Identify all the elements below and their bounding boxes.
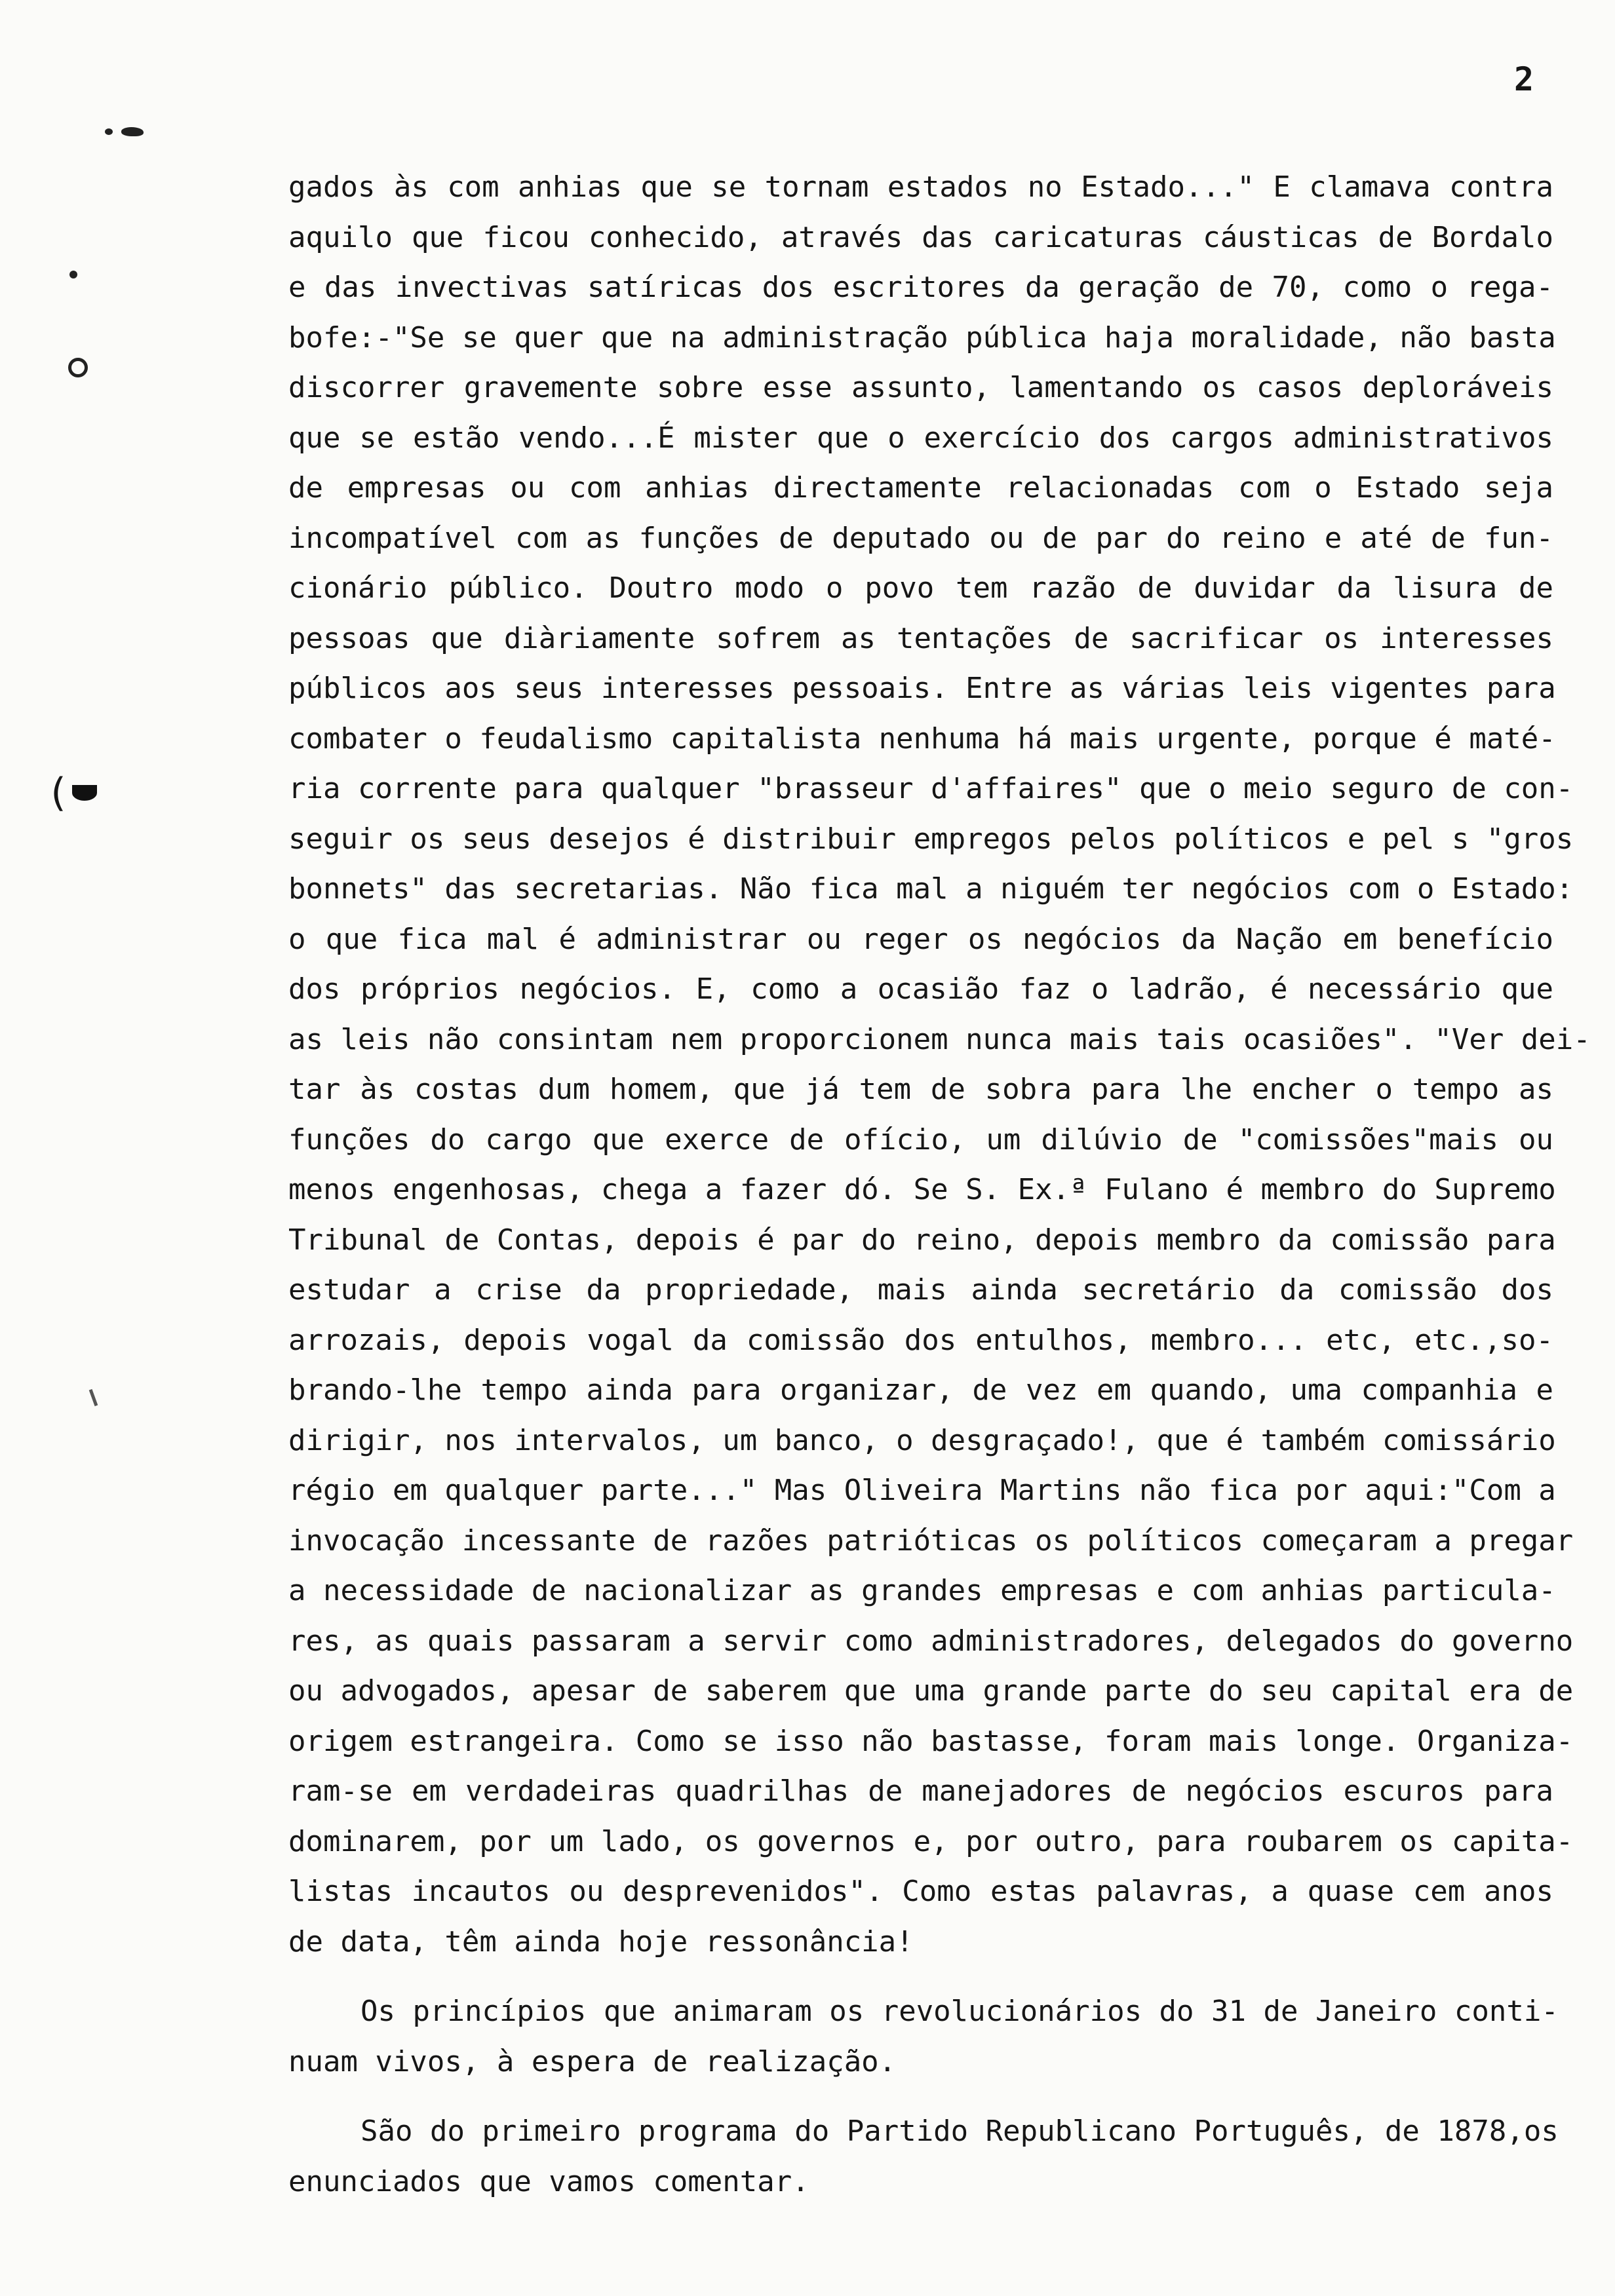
text-line: tar às costas dum homem, que já tem de sobra para lhe encher o tempo as [288, 1073, 1553, 1106]
paragraph-gap [288, 2087, 1553, 2107]
text-line: listas incautos ou desprevenidos". Como estas palavras, a quase cem anos [288, 1875, 1553, 1908]
text-line: cionário público. Doutro modo o povo tem razão de duvidar da lisura de [288, 571, 1553, 605]
text-line: Os princípios que animaram os revolucionários do 31 de Janeiro conti- [360, 1995, 1559, 2028]
text-line: públicos aos seus interesses pessoais. Entre as várias leis vigentes para [288, 672, 1556, 705]
text-line: de data, têm ainda hoje ressonância! [288, 1924, 914, 1959]
margin-bracket-mark: ( [46, 770, 70, 816]
text-line: a necessidade de nacionalizar as grandes empresas e com anhias particula- [288, 1574, 1556, 1607]
text-line: o que fica mal é administrar ou reger os negócios da Nação em benefício [288, 922, 1553, 956]
scan-mark [69, 271, 77, 278]
document-body [288, 163, 1591, 2207]
text-line: estudar a crise da propriedade, mais ainda secretário da comissão dos [288, 1273, 1553, 1307]
text-line: São do primeiro programa do Partido Republicano Português, de 1878,os [360, 2114, 1559, 2148]
text-line: discorrer gravemente sobre esse assunto, lamentando os casos deploráveis [288, 371, 1553, 404]
text-line: incompatível com as funções de deputado ou de par do reino e até de fun- [288, 521, 1553, 555]
text-line: nuam vivos, à espera de realização. [288, 2044, 897, 2078]
paragraph [288, 163, 1591, 1967]
text-line: as leis não consintam nem proporcionem nunca mais tais ocasiões". "Ver dei- [288, 1022, 1591, 1056]
text-line: seguir os seus desejos é distribuir empregos pelos políticos e pel s "gros [288, 822, 1574, 856]
text-line: invocação incessante de razões patrióticas os políticos começaram a pregar [288, 1523, 1574, 1558]
text-line: aquilo que ficou conhecido, através das caricaturas cáusticas de Bordalo [288, 220, 1553, 254]
text-line: combater o feudalismo capitalista nenhuma há mais urgente, porque é maté- [288, 721, 1556, 756]
text-line: ou advogados, apesar de saberem que uma grande parte do seu capital era de [288, 1674, 1574, 1708]
text-line: origem estrangeira. Como se isso não bastasse, foram mais longe. Organiza- [288, 1724, 1574, 1758]
text-line: dominarem, por um lado, os governos e, por outro, para roubarem os capita- [288, 1824, 1574, 1858]
paragraph [288, 2107, 1559, 2207]
scan-mark [89, 1389, 98, 1406]
text-line: enunciados que vamos comentar. [288, 2164, 809, 2198]
text-line: bofe:-"Se se quer que na administração pública haja moralidade, não basta [288, 320, 1556, 354]
text-line: ram-se em verdadeiras quadrilhas de manejadores de negócios escuros para [288, 1774, 1553, 1808]
paragraph [288, 1987, 1559, 2087]
text-line: bonnets" das secretarias. Não fica mal a niguém ter negócios com o Estado: [288, 872, 1574, 906]
scan-mark [105, 128, 113, 135]
text-line: gados às com anhias que se tornam estados no Estado..." E clamava contra [288, 170, 1553, 204]
text-line: funções do cargo que exerce de ofício, um dilúvio de "comissões"mais ou [288, 1122, 1553, 1157]
ink-blot-mark [72, 785, 97, 801]
text-line: res, as quais passaram a servir como administradores, delegados do governo [288, 1624, 1574, 1658]
text-line: dos próprios negócios. E, como a ocasião faz o ladrão, é necessário que [288, 972, 1553, 1006]
paragraph-gap [288, 1967, 1553, 1987]
text-line: de empresas ou com anhias directamente relacionadas com o Estado seja [288, 471, 1553, 505]
text-line: menos engenhosas, chega a fazer dó. Se S. Ex.ª Fulano é membro do Supremo [288, 1173, 1556, 1206]
text-line: ria corrente para qualquer "brasseur d'affaires" que o meio seguro de con- [288, 772, 1574, 805]
text-line: arrozais, depois vogal da comissão dos entulhos, membro... etc, etc.,so- [288, 1323, 1553, 1357]
text-line: pessoas que diàriamente sofrem as tentações de sacrificar os interesses [288, 621, 1553, 655]
punch-hole-mark [68, 358, 88, 377]
text-line: brando-lhe tempo ainda para organizar, de vez em quando, uma companhia e [288, 1373, 1553, 1407]
text-line: que se estão vendo...É mister que o exercício dos cargos administrativos [288, 421, 1553, 455]
text-line: dirigir, nos intervalos, um banco, o desgraçado!, que é também comissário [288, 1423, 1556, 1457]
text-line: régio em qualquer parte..." Mas Oliveira Martins não fica por aqui:"Com a [288, 1474, 1556, 1507]
text-line: e das invectivas satíricas dos escritores da geração de 70, como o rega- [288, 271, 1553, 304]
scan-mark [121, 127, 144, 136]
text-line: Tribunal de Contas, depois é par do reino, depois membro da comissão para [288, 1223, 1556, 1257]
page-number: 2 [1514, 60, 1534, 98]
